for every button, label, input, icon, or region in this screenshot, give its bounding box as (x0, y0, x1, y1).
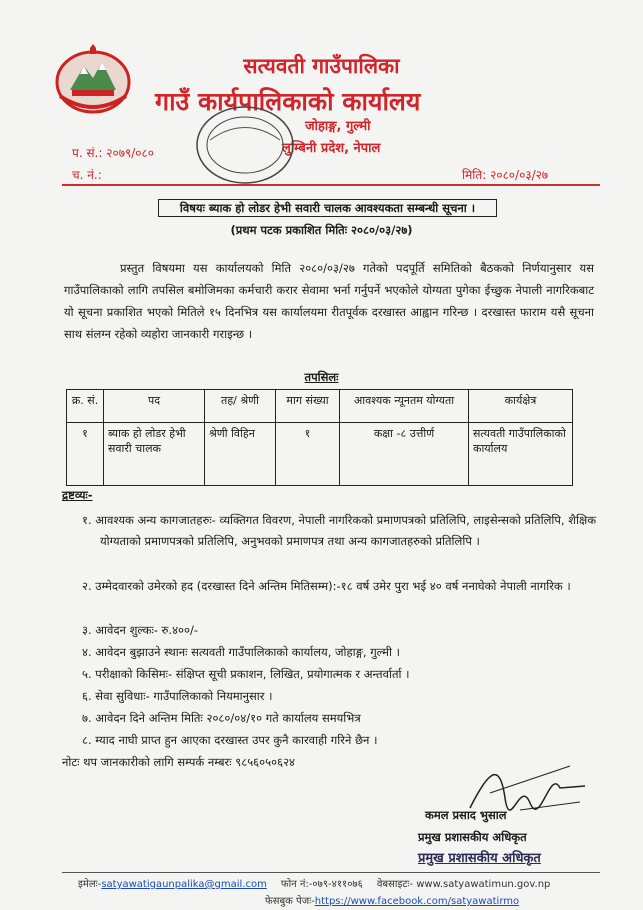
note-item: ६. सेवा सुविधाः- गाउँपालिकाको नियमानुसार । (82, 689, 273, 703)
publish-date: (प्रथम पटक प्रकाशित मितिः २०८०/०३/२७) (230, 223, 413, 237)
cell-demand: १ (276, 423, 340, 486)
table-header-row (67, 390, 573, 423)
details-heading: तपसिलः (304, 370, 339, 384)
cell-level: श्रेणी विहिन (205, 423, 276, 486)
contact-note: नोटः थप जानकारीको लागि सम्पर्क नम्बरः ९८५६०५०६२४ (62, 755, 296, 769)
cell-workplace: सत्यवती गाउँपालिकाको कार्यालय (469, 423, 573, 486)
vacancy-table (66, 389, 573, 486)
office-location: जोहाङ्ग, गुल्मी (305, 119, 371, 134)
header-divider (62, 184, 600, 186)
office-province: लुम्बिनी प्रदेश, नेपाल (282, 141, 381, 156)
email-label: इमेलः- (78, 879, 102, 890)
col-level: तह/ श्रेणी (205, 390, 276, 423)
phone-number: फोन नं:-०७९-४११०७६ (280, 879, 363, 890)
note-item: ५. परीक्षाको किसिमः- संक्षिप्त सूची प्रकाशन, लिखित, प्रयोगात्मक र अन्तर्वार्ता । (82, 667, 410, 681)
office-subtitle: गाउँ कार्यपालिकाको कार्यालय (155, 87, 421, 116)
footer-facebook (265, 893, 519, 907)
cell-post: ब्याक हो लोडर हेभी सवारी चालक (104, 423, 205, 486)
subject-title: विषयः ब्याक हो लोडर हेभी सवारी चालक आवश्यकता सम्बन्धी सूचना । (158, 199, 497, 217)
office-name: सत्यवती गाउँपालिका (243, 53, 400, 78)
note-item: ३. आवेदन शुल्कः- रु.४००/- (82, 623, 199, 637)
signatory-stamp: प्रमुख प्रशासकीय अधिकृत (418, 851, 541, 866)
table-row (67, 423, 573, 486)
facebook-label: फेसबुक पेजः- (265, 896, 315, 907)
cell-qualification: कक्षा -८ उत्तीर्ण (340, 423, 469, 486)
footer-divider (62, 872, 600, 873)
col-demand: माग संख्या (276, 390, 340, 423)
dispatch-number: च. नं.: (72, 168, 102, 182)
office-stamp-icon (190, 100, 310, 190)
note-item: २. उम्मेदवारको उमेरको हद (दरखास्त दिने अन्तिम मितिसम्म):-१८ वर्ष उमेर पुरा भई ४० वर्ष ननाघेको नेपाली नागरिक । (82, 579, 571, 593)
body-paragraph: प्रस्तुत विषयमा यस कार्यालयको मिति २०८०/०३/२७ गतेको पदपूर्ति समितिको बैठकको निर्णयानुसार यस गाउँपालिकाको लागि तपसिल बमोजिमका कर्मचारी करार सेवामा भर्ना गर्नुपर्ने भएकोले योग्यता पुगेका ईच्छुक नेपाली नागरिकबाट यो सूचना प्रकाशित भएको मितिले १५ दिनभित्र यस कार्यालयमा रीतपूर्वक दरखास्त आह्वान गरिन्छ । दरखास्त फाराम यसै सूचना साथ संलग्न रहेको व्यहोरा जानकारी गराइन्छ । (64, 261, 594, 341)
cell-serial: १ (67, 423, 104, 486)
footer-contact (78, 876, 550, 890)
col-serial: क्र. सं. (67, 390, 104, 423)
note-item: ७. आवेदन दिने अन्तिम मितिः २०८०/०४/१० गते कार्यालय समयभित्र (82, 711, 361, 725)
reference-number: प. सं.: २०७९/०८० (72, 146, 154, 160)
letter-date: मिति: २०८०/०३/२७ (462, 168, 549, 182)
notes-heading: द्रष्टव्यः- (62, 488, 93, 502)
note-item: ८. म्याद नाघी प्राप्त हुन आएका दरखास्त उपर कुनै कारवाही गरिने छैन । (82, 733, 378, 747)
signatory-title: प्रमुख प्रशासकीय अधिकृत (418, 830, 527, 844)
signatory-name: कमल प्रसाद भुसाल (425, 808, 507, 822)
website-label: वेबसाइटः- (376, 879, 414, 890)
website-link[interactable]: www.satyawatimun.gov.np (416, 879, 551, 890)
facebook-link[interactable]: https://www.facebook.com/satyawatirmo (314, 896, 520, 907)
email-link[interactable]: satyawatigaunpalika@gmail.com (101, 879, 267, 890)
col-qualification: आवश्यक न्यूनतम योग्यता (340, 390, 469, 423)
col-workplace: कार्यक्षेत्र (469, 390, 573, 423)
col-post: पद (104, 390, 205, 423)
note-item: ४. आवेदन बुझाउने स्थानः सत्यवती गाउँपालिकाको कार्यालय, जोहाङ्ग, गुल्मी । (82, 645, 400, 659)
note-item: १. आवश्यक अन्य कागजातहरुः- व्यक्तिगत विवरण, नेपाली नागरिकको प्रमाणपत्रको प्रतिलिपि, लाइसेन्सको प्रतिलिपि, शैक्षिक योग्यताको प्रमाणपत्रको प्रतिलिपि, अनुभवको प्रमाणपत्र तथा अन्य कागजातहरुको प्रतिलिपि । (82, 513, 597, 548)
